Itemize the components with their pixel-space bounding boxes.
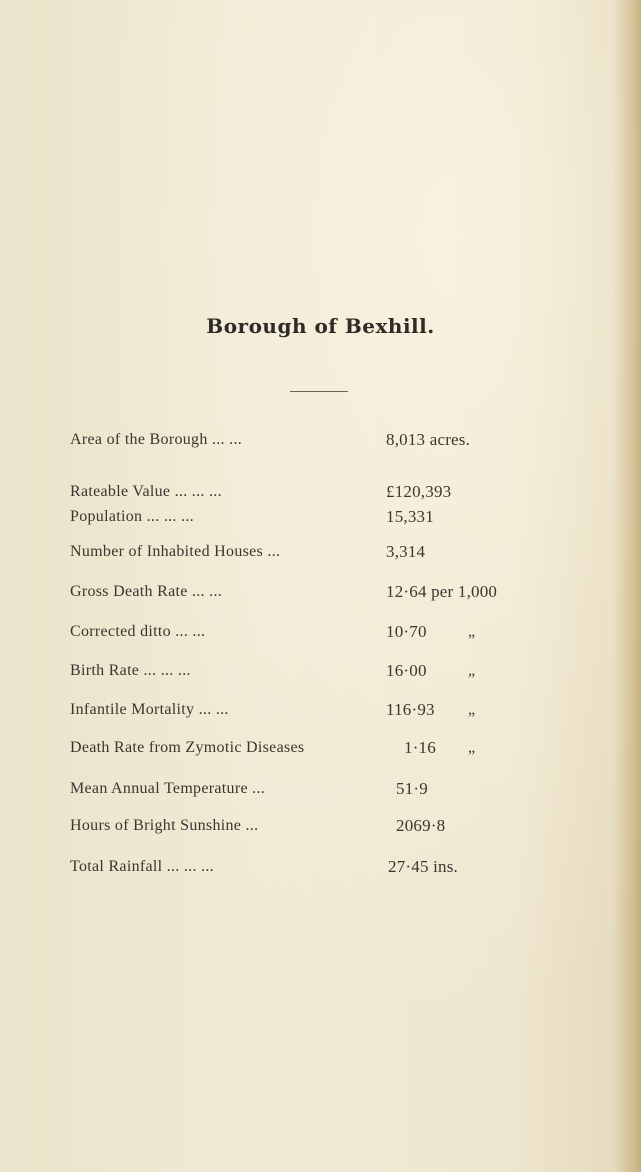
page-title: Borough of Bexhill.: [206, 314, 435, 338]
stat-row-birth-rate: [0, 659, 641, 683]
stat-label: Death Rate from Zymotic Diseases: [70, 739, 305, 756]
stat-unit: „: [468, 701, 476, 718]
stat-value: 15,331: [386, 507, 434, 526]
stat-unit: „: [468, 739, 476, 756]
stat-value: 27·45 ins.: [388, 857, 458, 876]
stat-value: 16·00: [386, 661, 427, 680]
title-divider: [290, 391, 348, 392]
stat-label: Total Rainfall ... ... ...: [70, 858, 214, 875]
stat-label: Infantile Mortality ... ...: [70, 701, 229, 718]
stat-row-population: [0, 505, 641, 529]
stat-unit: „: [468, 623, 476, 640]
stat-value: 2069·8: [396, 816, 446, 835]
stat-row-rateable-value: [0, 480, 641, 504]
stat-value: 10·70: [386, 622, 427, 641]
stat-value: 8,013 acres.: [386, 430, 471, 449]
stat-value: 51·9: [396, 779, 428, 798]
stat-label: Population ... ... ...: [70, 508, 194, 525]
stat-value: 1·16: [404, 738, 436, 757]
stat-row-area: [0, 428, 641, 452]
stat-value: 116·93: [386, 700, 435, 719]
stat-row-mean-temperature: [0, 777, 641, 801]
stat-label: Mean Annual Temperature ...: [70, 780, 266, 797]
stat-row-gross-death-rate: [0, 580, 641, 604]
stat-row-total-rainfall: [0, 855, 641, 879]
stat-row-infantile-mortality: [0, 698, 641, 722]
stat-row-zymotic-death-rate: [0, 736, 641, 760]
stat-label: Number of Inhabited Houses ...: [70, 543, 281, 560]
stat-value: £120,393: [386, 482, 452, 501]
stat-label: Area of the Borough ... ...: [70, 431, 243, 448]
stat-row-inhabited-houses: [0, 540, 641, 564]
stat-label: Rateable Value ... ... ...: [70, 483, 222, 500]
stat-label: Corrected ditto ... ...: [70, 623, 206, 640]
stat-row-bright-sunshine: [0, 814, 641, 838]
stat-value: 3,314: [386, 542, 426, 561]
stat-row-corrected-death-rate: [0, 620, 641, 644]
stat-value: 12·64 per 1,000: [386, 582, 498, 601]
stat-unit: „: [468, 662, 476, 679]
stat-label: Birth Rate ... ... ...: [70, 662, 191, 679]
stat-label: Hours of Bright Sunshine ...: [70, 817, 259, 834]
stat-label: Gross Death Rate ... ...: [70, 583, 223, 600]
